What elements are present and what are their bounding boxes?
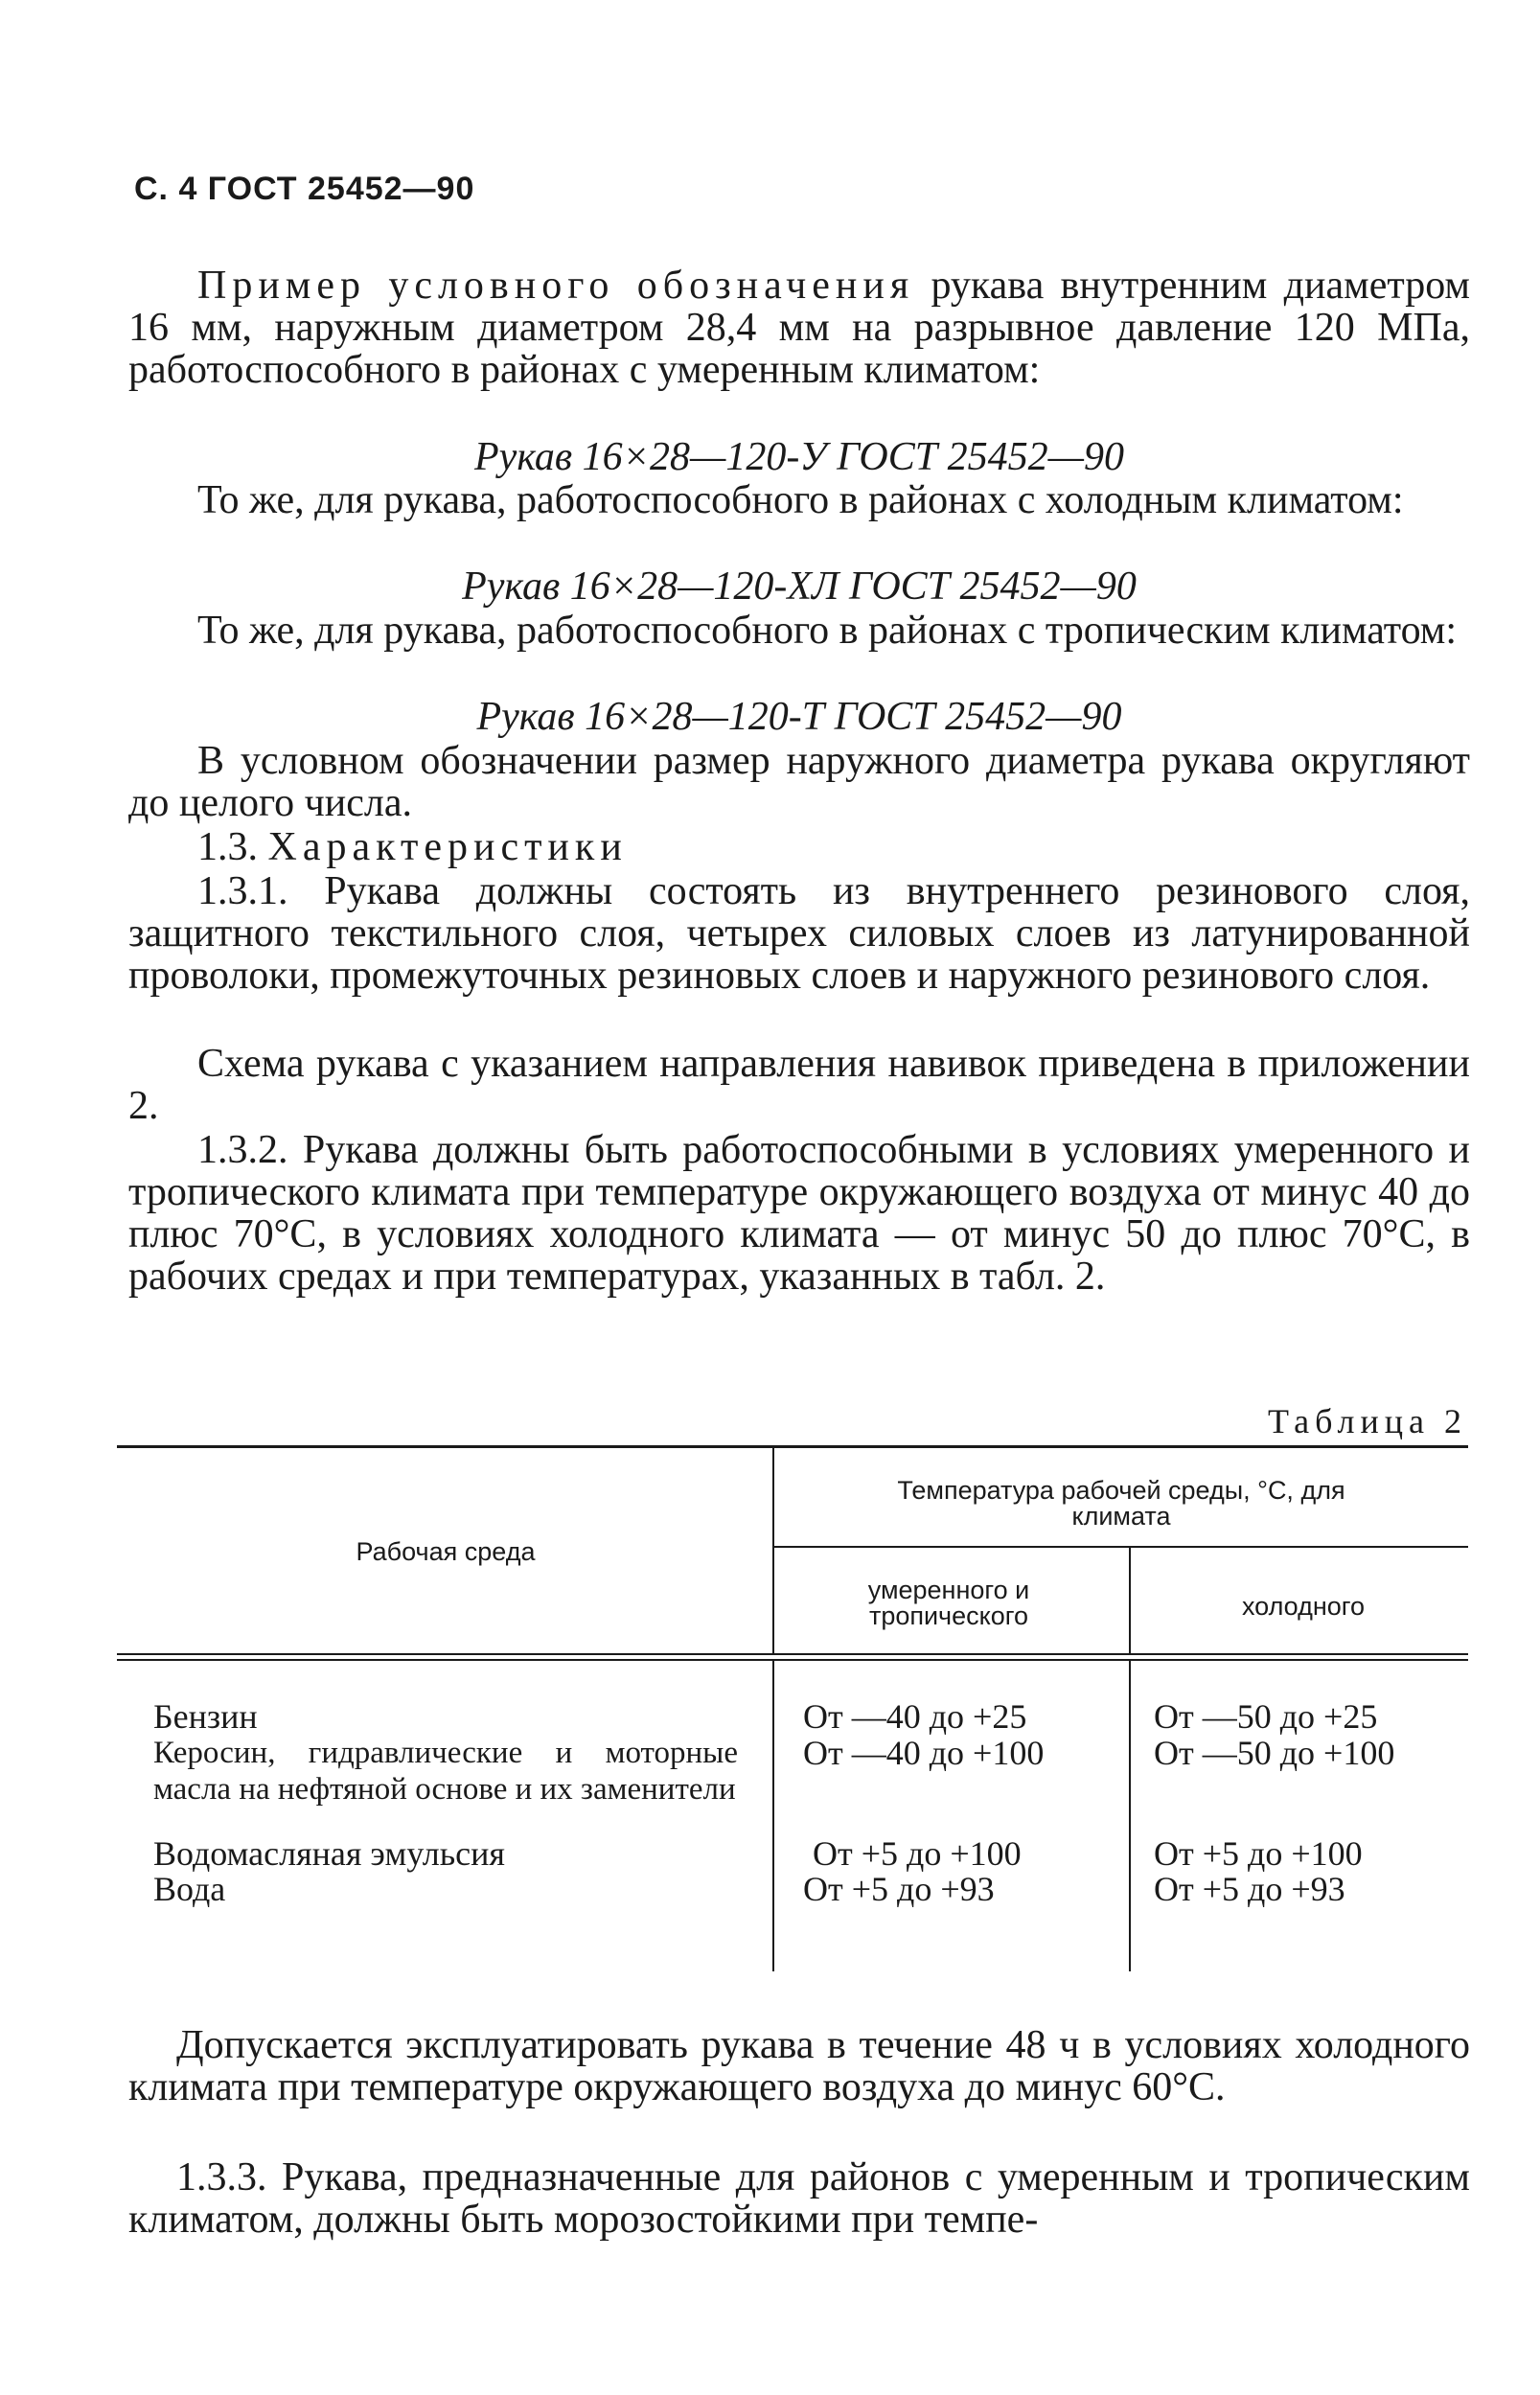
table-header-temperature: Температура рабочей среды, °С, для климата (897, 1476, 1345, 1531)
table-caption: Таблица 2 (1268, 1402, 1467, 1440)
paragraph-cold: То же, для рукава, работоспособного в районах с холодным климатом: (197, 478, 1404, 522)
table-cell-moderate-gasoline: От —40 до +25 (803, 1697, 1027, 1736)
table-cell-medium-gasoline: Бензин (153, 1697, 258, 1736)
table-cell-moderate-emulsion: От +5 до +100 (813, 1834, 1022, 1873)
table-top-rule (117, 1445, 1468, 1448)
page-header: С. 4 ГОСТ 25452—90 (134, 171, 475, 207)
table-cell-cold-water: От +5 до +93 (1154, 1870, 1345, 1908)
table-cell-medium-kerosene: Керосин, гидравлические и моторные масла на нефтяной основе и их заменители (153, 1736, 738, 1807)
table-header-rule-1 (117, 1653, 1468, 1655)
paragraph-allowed: Допускается эксплуатировать рукава в течение 48 ч в условиях холодного климата при температуре окружающего воздуха до минус 60°С. (128, 2023, 1470, 2109)
table-header-medium: Рабочая среда (356, 1537, 536, 1566)
table-cell-cold-kerosene: От —50 до +100 (1154, 1734, 1395, 1772)
table-header-divider (772, 1447, 774, 1653)
table-cell-cold-gasoline: От —50 до +25 (1154, 1697, 1378, 1736)
paragraph-example-rest: рукава внутренним диаметром 16 мм, наружным диаметром 28,4 мм на разрывное давление 120 МПа, работоспособного в районах с умеренным климатом: (128, 264, 1470, 392)
designation-temperate: Рукав 16×28—120-У ГОСТ 25452—90 (474, 435, 1124, 479)
section-number: 1.3. (197, 825, 268, 869)
section-heading-1-3 (128, 826, 1470, 868)
section-title: Характеристики (267, 825, 628, 869)
paragraph-rounding: В условном обозначении размер наружного диаметра рукава округляют до целого числа. (128, 739, 1470, 825)
paragraph-1-3-3: 1.3.3. Рукава, предназначенные для районов с умеренным и тропическим климатом, должны быть морозостойкими при темпе- (128, 2155, 1470, 2242)
table-cell-cold-emulsion: От +5 до +100 (1154, 1834, 1363, 1873)
table-cell-medium-water: Вода (153, 1870, 226, 1908)
table-subheader-rule (772, 1546, 1468, 1548)
table-header-moderate: умеренного и тропического (867, 1576, 1030, 1630)
paragraph-scheme: Схема рукава с указанием направления навивок приведена в приложении 2. (128, 1042, 1470, 1128)
designation-tropical: Рукав 16×28—120-Т ГОСТ 25452—90 (476, 695, 1122, 739)
table-cell-moderate-water: От +5 до +93 (803, 1870, 995, 1908)
table-cell-moderate-kerosene: От —40 до +100 (803, 1734, 1045, 1772)
paragraph-1-3-1: 1.3.1. Рукава должны состоять из внутреннего резинового слоя, защитного текстильного слоя, четырех силовых слоев из латунированной проволоки, промежуточных резиновых слоев и наружного резинового слоя. (128, 869, 1470, 998)
table-cell-medium-emulsion: Водомасляная эмульсия (153, 1834, 505, 1873)
table-header-rule-2 (117, 1659, 1468, 1661)
table-subheader-divider (1129, 1547, 1131, 1653)
paragraph-example-lead: Пример условного обозначения (197, 264, 915, 308)
table-body-divider-1 (772, 1661, 774, 1971)
designation-cold: Рукав 16×28—120-ХЛ ГОСТ 25452—90 (462, 564, 1137, 609)
paragraph-1-3-2: 1.3.2. Рукава должны быть работоспособными в условиях умеренного и тропического климата при температуре окружающего воздуха от минус 40 до плюс 70°С, в условиях холодного климата — от минус 50 до плюс 70°С, в рабочих средах и при температурах, указанных в табл. 2. (128, 1128, 1470, 1299)
paragraph-tropical: То же, для рукава, работоспособного в районах с тропическим климатом: (197, 609, 1458, 653)
table-header-cold: холодного (1241, 1592, 1366, 1621)
paragraph-example (128, 265, 1470, 391)
table-body-divider-2 (1129, 1661, 1131, 1971)
